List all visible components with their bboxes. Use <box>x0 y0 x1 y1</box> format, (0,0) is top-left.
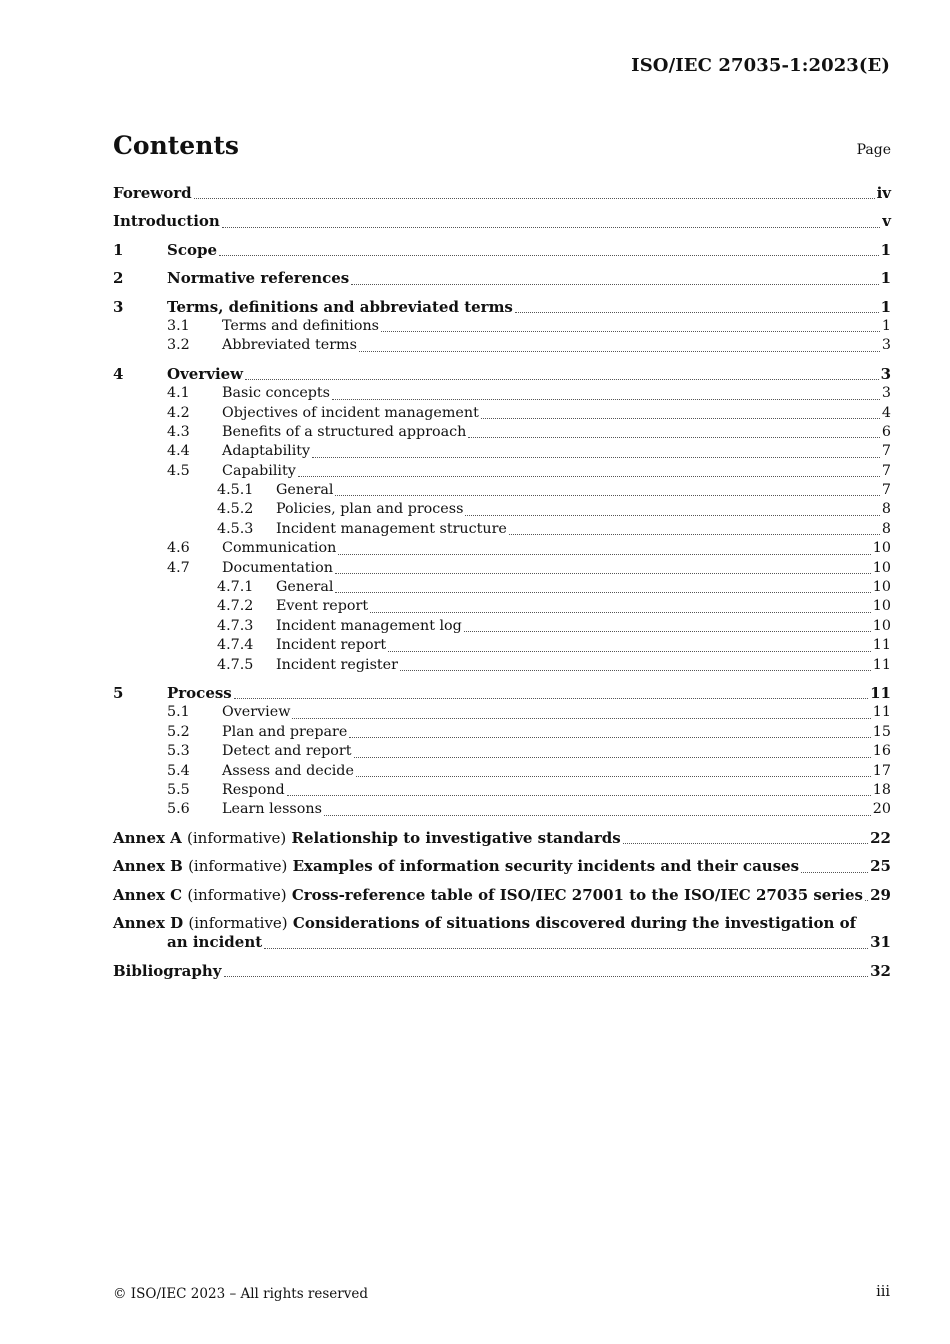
dot-leader <box>338 553 870 555</box>
toc-entry-abbreviated-terms[interactable] <box>113 336 891 355</box>
toc-entry-documentation-general[interactable] <box>113 578 891 597</box>
annex-type: (informative) <box>187 828 287 847</box>
annex-d-second-line <box>113 933 891 952</box>
toc-title: Objectives of incident management <box>222 404 479 421</box>
toc-entry-annex-d[interactable] <box>113 914 891 953</box>
toc-page: 22 <box>870 828 891 847</box>
toc-page: 7 <box>881 462 891 479</box>
toc-title: Incident management log <box>276 617 462 634</box>
toc-page: 6 <box>881 423 891 440</box>
dot-leader <box>234 697 868 699</box>
toc-number: 4.5.2 <box>217 501 254 518</box>
toc-number: 4.7.1 <box>217 579 254 596</box>
dot-leader <box>515 311 879 313</box>
annex-title-continued: an incident <box>167 933 263 952</box>
document-id-header: ISO/IEC 27035-1:2023(E) <box>631 55 890 76</box>
annex-title: Relationship to investigative standards <box>291 828 621 847</box>
toc-title: Terms, definitions and abbreviated terms <box>167 297 513 316</box>
toc-entry-benefits[interactable] <box>113 423 891 442</box>
toc-entry-event-report[interactable] <box>113 597 891 616</box>
toc-entry-plan-and-prepare[interactable] <box>113 723 891 742</box>
toc-entry-adaptability[interactable] <box>113 442 891 461</box>
toc-entry-objectives[interactable] <box>113 404 891 423</box>
toc-entry-overview[interactable] <box>113 365 891 384</box>
toc-number: 5.3 <box>167 743 190 760</box>
annex-title: Examples of information security incidents and their causes <box>292 857 800 876</box>
annex-label: Annex C <box>113 885 183 904</box>
dot-leader <box>219 254 879 256</box>
toc-number: 5.2 <box>167 723 190 740</box>
toc-number: 5.5 <box>167 781 190 798</box>
toc-number: 5.6 <box>167 801 190 818</box>
dot-leader <box>354 756 871 758</box>
toc-number: 4.1 <box>167 385 190 402</box>
toc-page: 15 <box>872 723 891 740</box>
toc-title: Benefits of a structured approach <box>222 423 467 440</box>
toc-title: Assess and decide <box>222 762 354 779</box>
toc-number: 5 <box>113 683 124 702</box>
toc-page: 8 <box>881 520 891 537</box>
dot-leader <box>292 717 870 719</box>
dot-leader <box>222 226 880 228</box>
toc-entry-policies-plan-process[interactable] <box>113 500 891 519</box>
annex-title: Cross-reference table of ISO/IEC 27001 to the ISO/IEC 27035 series <box>291 885 863 904</box>
toc-entry-annex-b[interactable] <box>113 857 891 876</box>
dot-leader <box>324 814 871 816</box>
toc-number: 4.5 <box>167 462 190 479</box>
toc-number: 2 <box>113 269 124 288</box>
dot-leader <box>481 417 880 419</box>
toc-entry-learn-lessons[interactable] <box>113 800 891 819</box>
toc-entry-documentation[interactable] <box>113 559 891 578</box>
annex-type: (informative) <box>188 913 288 932</box>
toc-title: Incident report <box>276 637 387 654</box>
dot-leader <box>381 330 880 332</box>
dot-leader <box>351 283 878 285</box>
contents-heading: Contents <box>113 131 240 160</box>
toc-page: 20 <box>872 801 891 818</box>
annex-type: (informative) <box>187 885 287 904</box>
toc-title: Event report <box>276 598 369 615</box>
toc-title: General <box>276 579 334 596</box>
toc-number: 3.1 <box>167 317 190 334</box>
toc-page: 10 <box>872 598 891 615</box>
dot-leader <box>865 899 868 901</box>
toc-page: 3 <box>881 385 891 402</box>
dot-leader <box>298 475 880 477</box>
toc-title: Overview <box>222 704 291 721</box>
dot-leader <box>245 378 878 380</box>
toc-title: Plan and prepare <box>222 723 348 740</box>
toc-title: Process <box>167 683 232 702</box>
toc-entry-annex-c[interactable] <box>113 886 891 905</box>
toc-title: Communication <box>222 540 337 557</box>
toc-entry-capability-general[interactable] <box>113 481 891 500</box>
toc-entry-foreword[interactable] <box>113 184 891 203</box>
toc-number: 4.4 <box>167 443 190 460</box>
page-number: iii <box>876 1284 890 1300</box>
toc-page: 4 <box>881 404 891 421</box>
toc-title: Foreword <box>113 184 192 202</box>
toc-entry-introduction[interactable] <box>113 212 891 231</box>
toc-page: 1 <box>880 297 891 316</box>
toc-number: 4 <box>113 364 124 383</box>
toc-number: 4.6 <box>167 540 190 557</box>
dot-leader <box>801 871 868 873</box>
annex-label: Annex B <box>113 857 183 876</box>
toc-title <box>113 886 863 905</box>
table-of-contents <box>113 184 891 981</box>
dot-leader <box>224 975 869 977</box>
annex-label: Annex D <box>113 913 184 932</box>
toc-entry-assess-and-decide[interactable] <box>113 762 891 781</box>
toc-number: 3.2 <box>167 337 190 354</box>
toc-entry-bibliography[interactable] <box>113 962 891 981</box>
toc-page: 8 <box>881 501 891 518</box>
toc-title: Abbreviated terms <box>222 337 357 354</box>
toc-title <box>113 829 621 848</box>
toc-page: v <box>882 212 891 231</box>
toc-number: 1 <box>113 240 124 259</box>
dot-leader <box>349 736 870 738</box>
dot-leader <box>312 456 880 458</box>
toc-title: Policies, plan and process <box>276 501 464 518</box>
dot-leader <box>335 494 879 496</box>
toc-entry-process-overview[interactable] <box>113 703 891 722</box>
toc-page: 3 <box>880 364 891 383</box>
toc-entry-detect-and-report[interactable] <box>113 742 891 761</box>
toc-page: 11 <box>872 637 891 654</box>
dot-leader <box>465 514 879 516</box>
dot-leader <box>264 947 868 949</box>
toc-entry-communication[interactable] <box>113 539 891 558</box>
toc-entry-annex-a[interactable] <box>113 829 891 848</box>
toc-entry-scope[interactable] <box>113 241 891 260</box>
toc-title: Detect and report <box>222 743 352 760</box>
toc-title: Basic concepts <box>222 385 331 402</box>
toc-page: 25 <box>870 857 891 876</box>
toc-number: 4.2 <box>167 404 190 421</box>
toc-title: Normative references <box>167 269 350 288</box>
toc-title: Respond <box>222 781 285 798</box>
toc-page: 11 <box>872 656 891 673</box>
toc-page: 32 <box>870 961 891 980</box>
toc-entry-incident-management-structure[interactable] <box>113 520 891 539</box>
toc-page: 17 <box>872 762 891 779</box>
toc-title: Overview <box>167 364 244 383</box>
toc-number: 4.3 <box>167 423 190 440</box>
toc-number: 4.7.5 <box>217 656 254 673</box>
toc-number: 4.7.3 <box>217 617 254 634</box>
toc-page: 3 <box>881 337 891 354</box>
toc-page: 31 <box>870 933 891 952</box>
toc-title: Incident register <box>276 656 398 673</box>
dot-leader <box>287 794 871 796</box>
toc-entry-incident-management-log[interactable] <box>113 617 891 636</box>
toc-title: Scope <box>167 240 218 259</box>
toc-title: General <box>276 482 334 499</box>
toc-page: 10 <box>872 617 891 634</box>
toc-entry-normative-references[interactable] <box>113 269 891 288</box>
toc-number: 4.7 <box>167 559 190 576</box>
toc-page: 1 <box>881 317 891 334</box>
toc-page: 10 <box>872 579 891 596</box>
toc-number: 4.5.1 <box>217 482 254 499</box>
dot-leader <box>335 591 870 593</box>
annex-title: Considerations of situations discovered during the investigation of <box>292 913 857 932</box>
toc-entry-process[interactable] <box>113 684 891 703</box>
annex-type: (informative) <box>188 857 288 876</box>
toc-entry-terms-definitions[interactable] <box>113 298 891 317</box>
toc-page: 11 <box>870 683 891 702</box>
toc-title: Terms and definitions <box>222 317 379 334</box>
dot-leader <box>332 398 880 400</box>
toc-page: 18 <box>872 781 891 798</box>
toc-entry-capability[interactable] <box>113 462 891 481</box>
toc-entry-terms-and-definitions[interactable] <box>113 317 891 336</box>
toc-number: 4.7.2 <box>217 598 254 615</box>
dot-leader <box>464 630 871 632</box>
dot-leader <box>388 650 871 652</box>
dot-leader <box>623 842 868 844</box>
toc-page: 7 <box>881 443 891 460</box>
annex-d-first-line <box>113 914 891 933</box>
toc-page: 29 <box>870 885 891 904</box>
dot-leader <box>356 775 871 777</box>
dot-leader <box>359 350 880 352</box>
toc-page: 11 <box>872 704 891 721</box>
toc-entry-basic-concepts[interactable] <box>113 384 891 403</box>
toc-number: 4.7.4 <box>217 637 254 654</box>
toc-page: iv <box>876 184 891 202</box>
page-column-label: Page <box>856 142 891 158</box>
toc-page: 1 <box>880 240 891 259</box>
toc-entry-incident-report[interactable] <box>113 636 891 655</box>
toc-page: 10 <box>872 540 891 557</box>
copyright-footer: © ISO/IEC 2023 – All rights reserved <box>113 1286 368 1302</box>
dot-leader <box>370 611 871 613</box>
toc-entry-respond[interactable] <box>113 781 891 800</box>
dot-leader <box>509 533 880 535</box>
toc-page: 1 <box>880 269 891 288</box>
toc-title: Bibliography <box>113 961 222 980</box>
toc-title <box>113 857 799 876</box>
toc-title: Learn lessons <box>222 801 322 818</box>
annex-label: Annex A <box>113 828 182 847</box>
toc-title: Adaptability <box>222 443 311 460</box>
toc-page: 7 <box>881 482 891 499</box>
toc-title: Introduction <box>113 212 220 231</box>
toc-number: 4.5.3 <box>217 520 254 537</box>
toc-number: 3 <box>113 297 124 316</box>
toc-entry-incident-register[interactable] <box>113 656 891 675</box>
toc-page: 16 <box>872 743 891 760</box>
dot-leader <box>468 436 879 438</box>
toc-title: Documentation <box>222 559 333 576</box>
dot-leader <box>335 572 871 574</box>
dot-leader <box>194 197 875 199</box>
toc-number: 5.1 <box>167 704 190 721</box>
toc-number: 5.4 <box>167 762 190 779</box>
toc-page: 10 <box>872 559 891 576</box>
toc-title: Capability <box>222 462 296 479</box>
toc-title: Incident management structure <box>276 520 507 537</box>
dot-leader <box>400 669 871 671</box>
